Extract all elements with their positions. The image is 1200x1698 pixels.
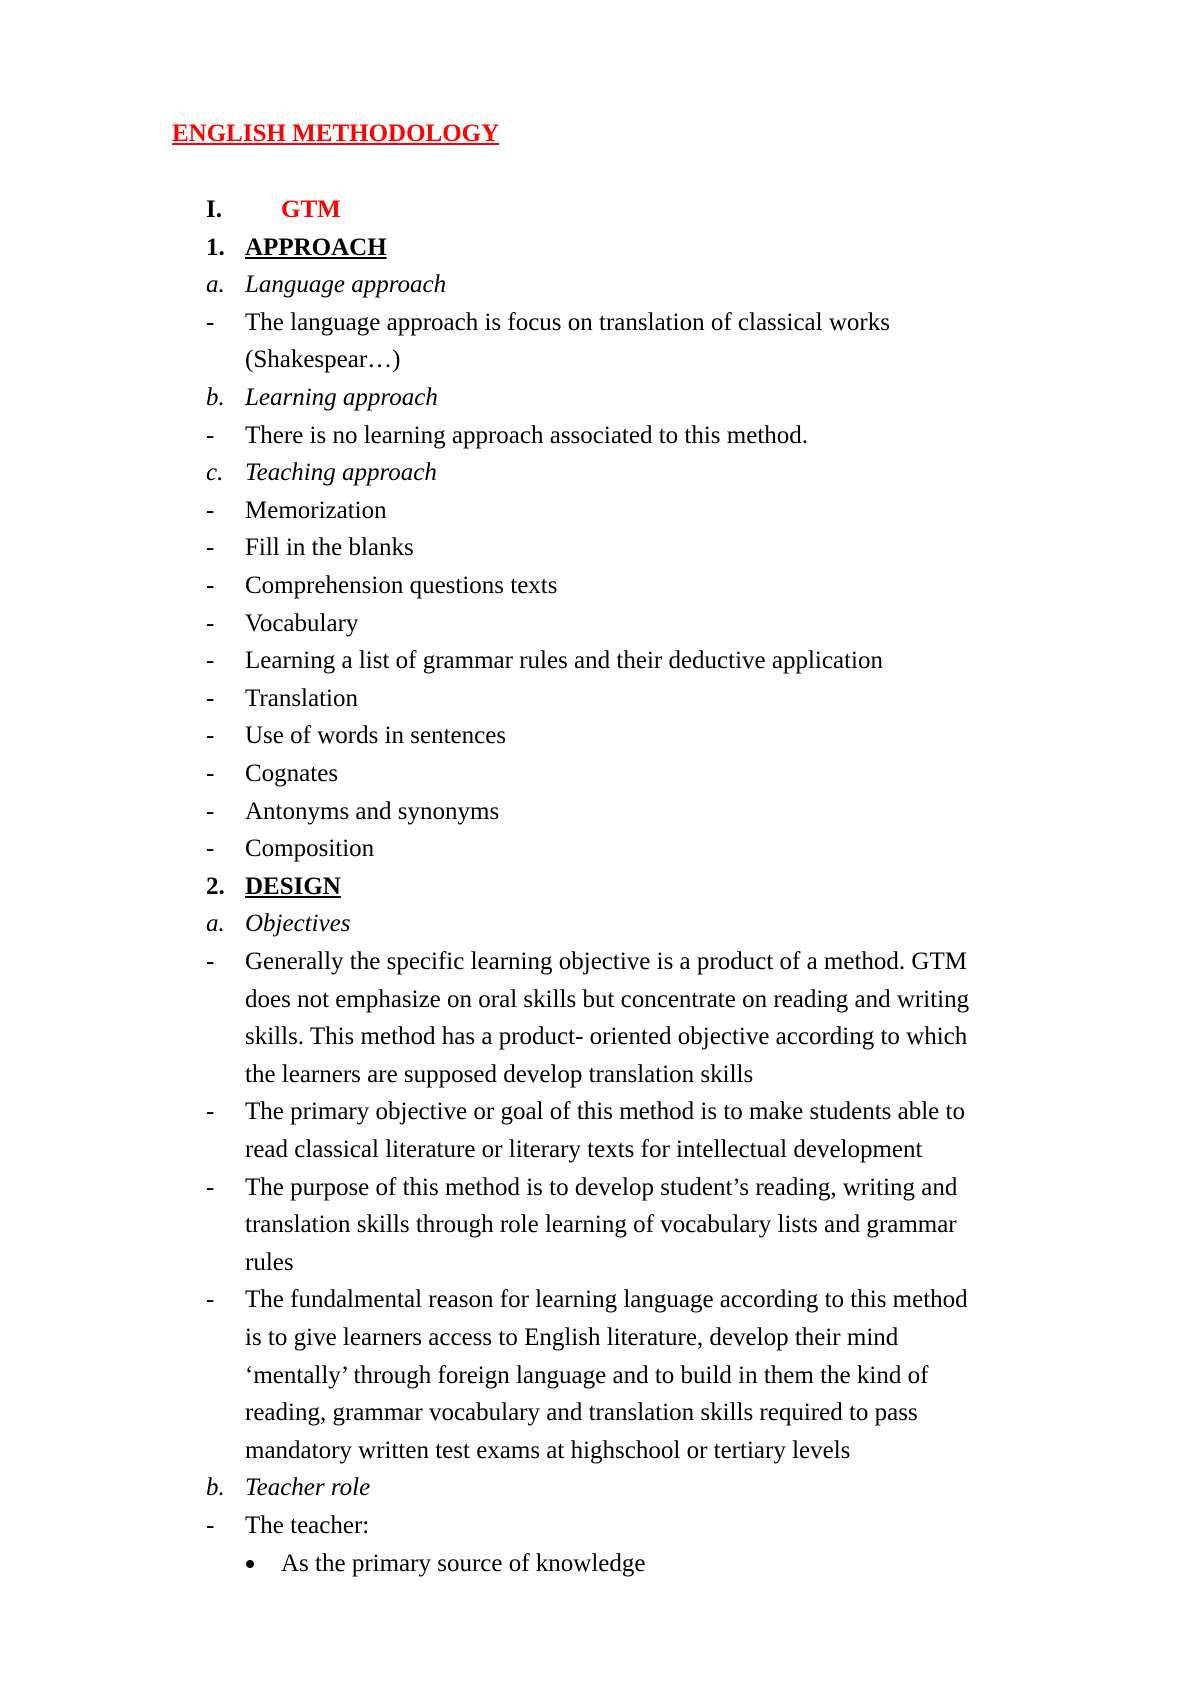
list-item-text: The teacher:	[245, 1512, 370, 1539]
learning-approach-label-text: Learning approach	[245, 384, 438, 411]
dash-marker: -	[206, 534, 215, 562]
list-item-text: mandatory written test exams at highschool or tertiary levels	[245, 1436, 851, 1464]
learning-approach-label-marker: b.	[206, 384, 225, 411]
list-item-text: There is no learning approach associated to this method.	[245, 421, 809, 449]
list-item-text: Use of words in sentences	[245, 722, 507, 750]
dash-marker: -	[206, 722, 215, 750]
list-item-text: is to give learners access to English literature, develop their mind	[245, 1324, 899, 1351]
sub-bullet-text: As the primary source of knowledge	[281, 1549, 646, 1577]
list-item-text: the learners are supposed develop translation skills	[245, 1060, 754, 1088]
dash-marker: -	[206, 496, 215, 524]
objectives-label-marker: a.	[206, 910, 225, 938]
design-heading-text: DESIGN	[245, 872, 341, 900]
approach-heading-marker: 1.	[206, 233, 225, 261]
language-approach-label-marker: a.	[206, 271, 225, 299]
teaching-approach-label-marker: c.	[206, 459, 224, 487]
list-item-text: read classical literature or literary texts for intellectual development	[245, 1136, 923, 1163]
list-item-text: The language approach is focus on translation of classical works	[245, 308, 890, 336]
bullet-icon	[246, 1560, 254, 1568]
dash-marker: -	[206, 1173, 215, 1201]
teaching-approach-label-text: Teaching approach	[245, 459, 437, 487]
dash-marker: -	[206, 835, 215, 863]
list-item-text: Learning a list of grammar rules and their deductive application	[245, 647, 883, 675]
dash-marker: -	[206, 948, 215, 975]
dash-marker: -	[206, 421, 215, 449]
list-item-text: Fill in the blanks	[245, 534, 414, 562]
list-item-text: The primary objective or goal of this method is to make students able to	[245, 1098, 965, 1126]
document-title: ENGLISH METHODOLOGY	[172, 120, 500, 147]
list-item-text: Antonyms and synonyms	[245, 797, 500, 825]
list-item-text: Memorization	[245, 496, 387, 524]
dash-marker: -	[206, 760, 215, 787]
design-heading-marker: 2.	[206, 872, 225, 900]
dash-marker: -	[206, 647, 215, 675]
list-item-text: Vocabulary	[245, 609, 359, 637]
list-item-text: Composition	[245, 835, 375, 863]
list-item-text: Cognates	[245, 760, 339, 787]
approach-heading-text: APPROACH	[245, 233, 387, 261]
list-item-text: (Shakespear…)	[245, 346, 401, 374]
dash-marker: -	[206, 797, 215, 825]
list-item-text: translation skills through role learning of vocabulary lists and grammar	[245, 1211, 957, 1239]
list-item-text: Generally the specific learning objective is a product of a method. GTM	[245, 948, 967, 975]
dash-marker: -	[206, 1286, 215, 1314]
list-item-text: skills. This method has a product- oriented objective according to which	[245, 1023, 968, 1051]
list-item-text: does not emphasize on oral skills but concentrate on reading and writing	[245, 985, 970, 1013]
section-title: GTM	[281, 196, 341, 223]
list-item-text: ‘mentally’ through foreign language and to build in them the kind of	[245, 1361, 929, 1389]
list-item-text: Translation	[245, 684, 358, 712]
list-item-text: reading, grammar vocabulary and translation skills required to pass	[245, 1399, 918, 1427]
dash-marker: -	[206, 684, 215, 712]
language-approach-label-text: Language approach	[245, 271, 447, 299]
dash-marker: -	[206, 609, 215, 637]
dash-marker: -	[206, 572, 215, 599]
dash-marker: -	[206, 1512, 215, 1539]
list-item-text: The fundalmental reason for learning language according to this method	[245, 1286, 968, 1314]
teacher-role-label-text: Teacher role	[245, 1474, 371, 1502]
list-item-text: The purpose of this method is to develop student’s reading, writing and	[245, 1173, 958, 1201]
objectives-label-text: Objectives	[245, 910, 351, 938]
dash-marker: -	[206, 1098, 215, 1126]
list-item-text: Comprehension questions texts	[245, 572, 558, 599]
section-marker: I.	[206, 196, 222, 223]
dash-marker: -	[206, 308, 215, 336]
teacher-role-label-marker: b.	[206, 1474, 225, 1502]
list-item-text: rules	[245, 1248, 294, 1276]
